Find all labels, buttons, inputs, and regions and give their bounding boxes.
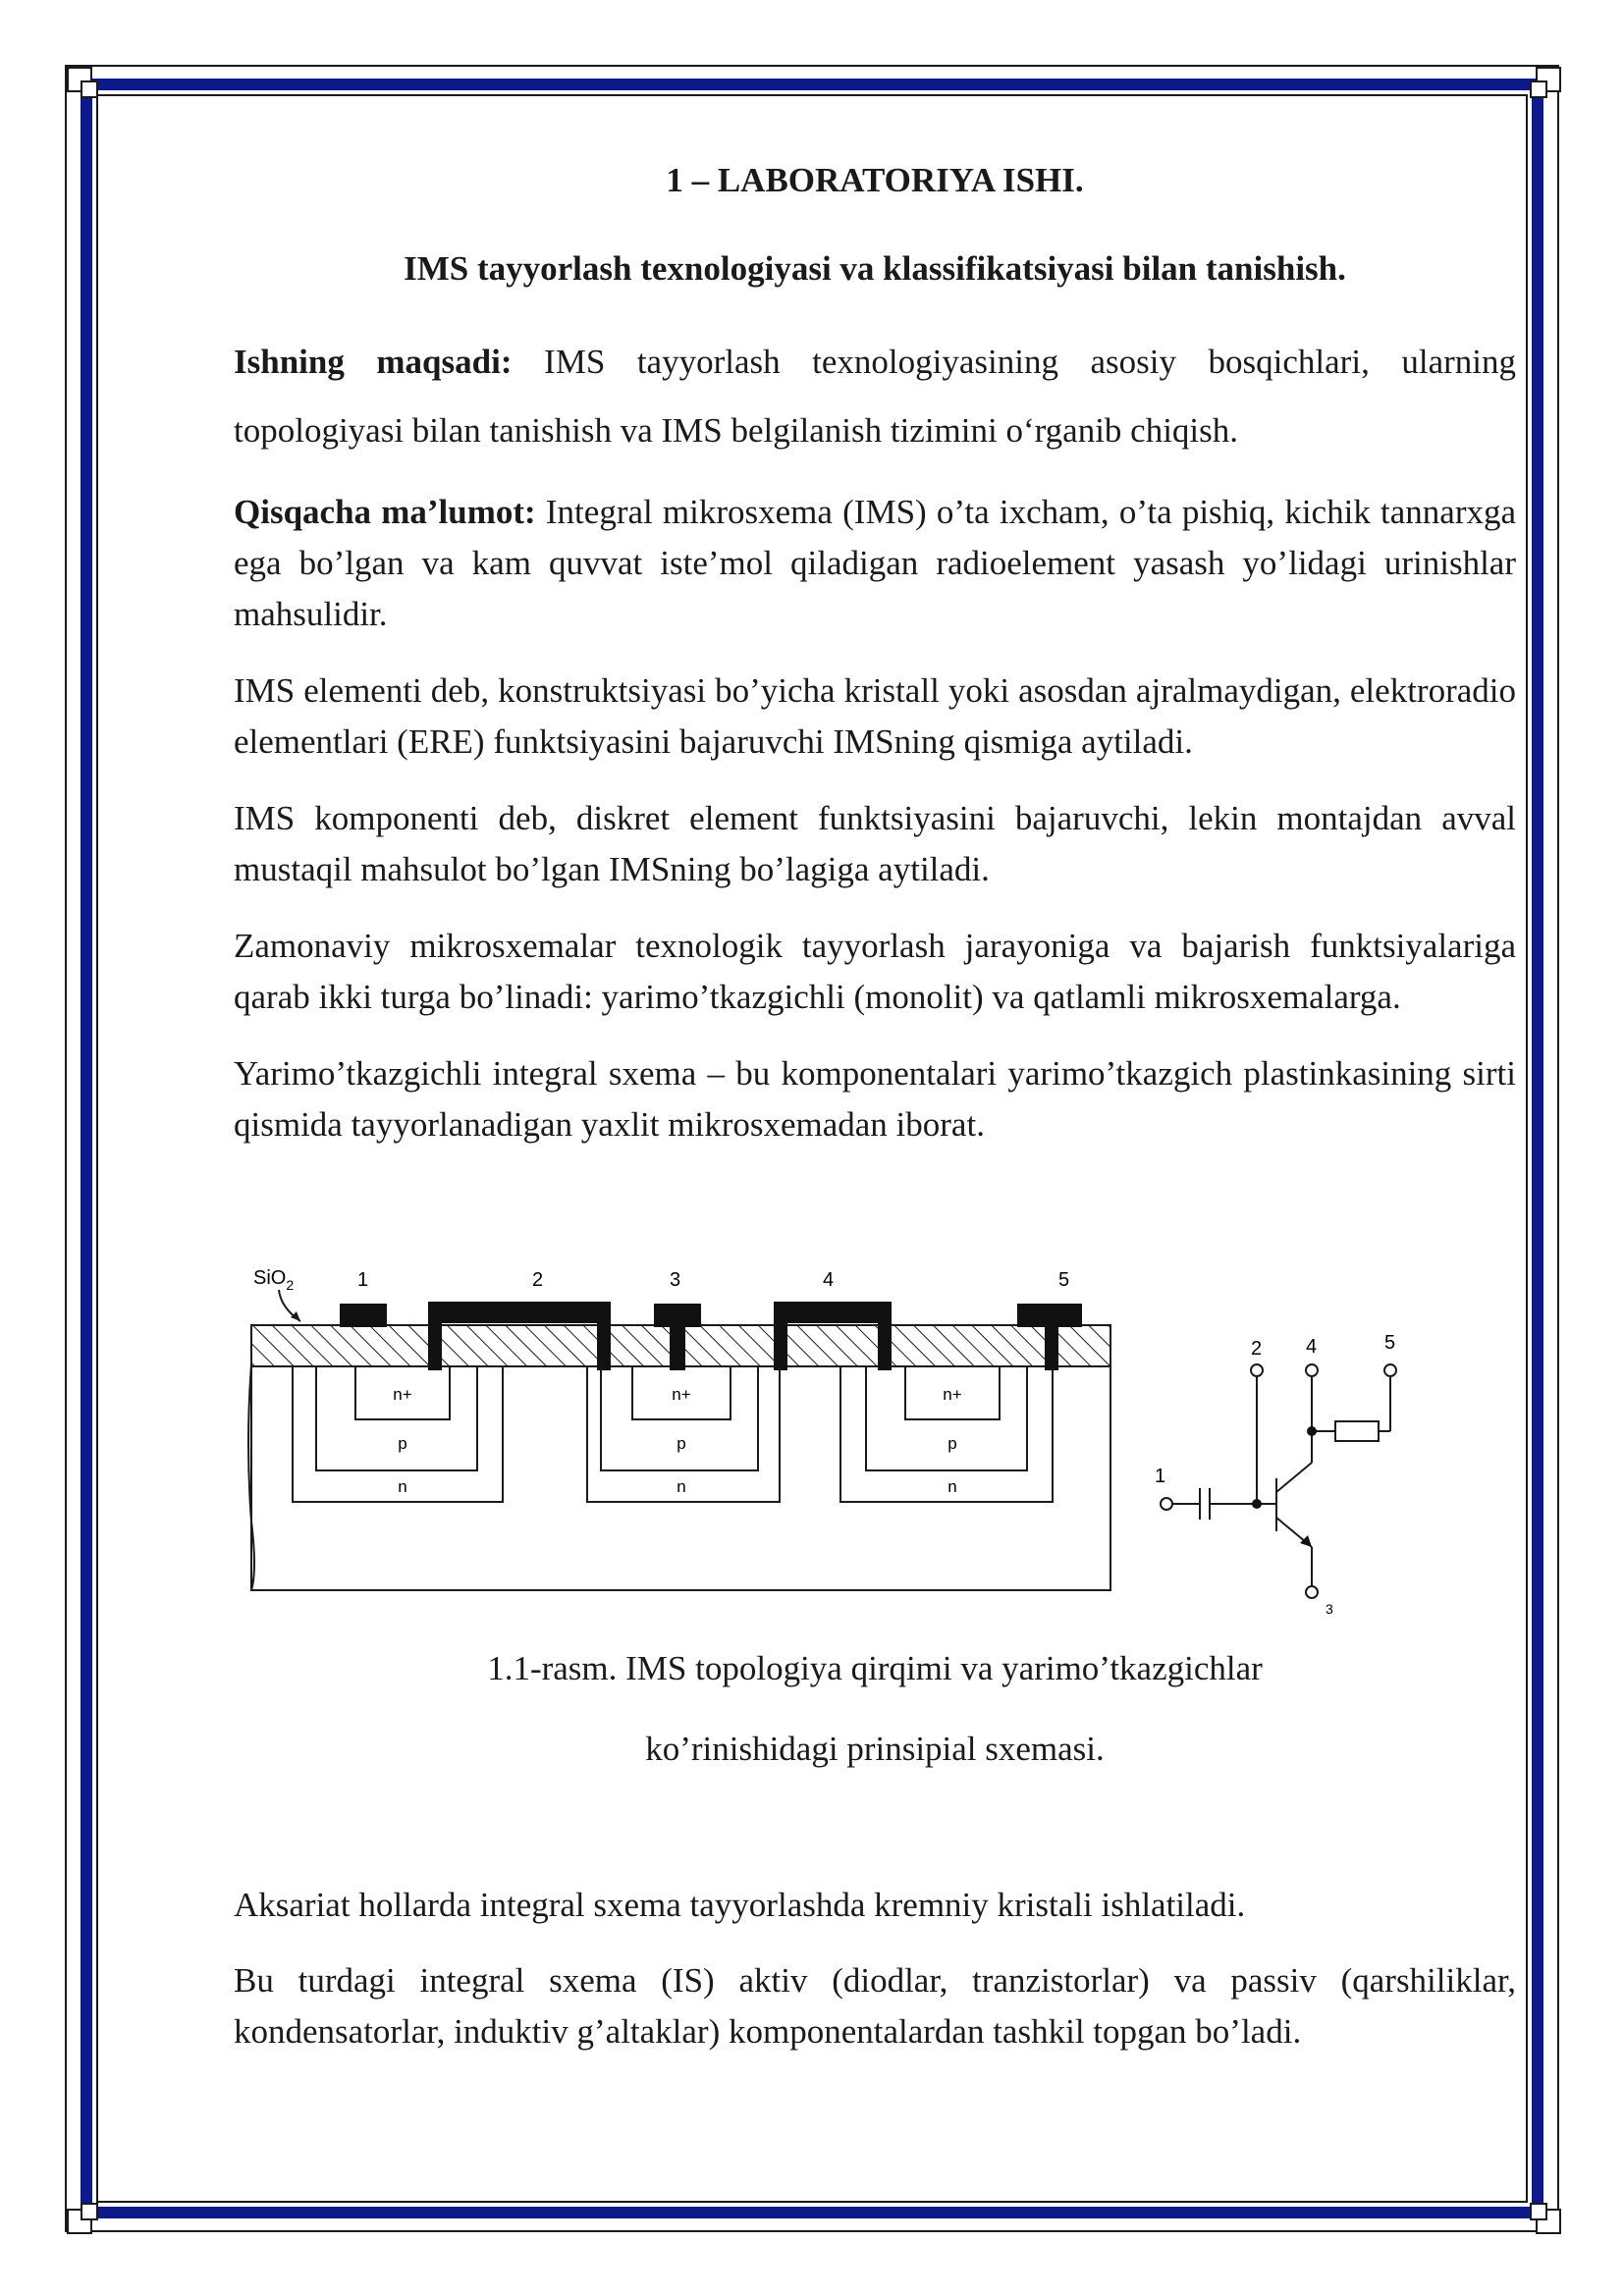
region-label-n-plus: n+ [943,1385,962,1404]
frame-corner-ornament [61,2199,98,2236]
sio2-label: SiO$_2$ [253,1267,295,1293]
paragraph: Zamonaviy mikrosxemalar texnologik tayyorlash jarayoniga va bajarish funktsiyalariga qarab ikki turga bo’linadi: yarimo’tkazgichli (monolit) va qatlamli mikrosxemalarga. [234,927,1516,1016]
goal-text: IMS tayyorlash texnologiyasining asosiy bosqichlari, ularning topologiyasi bilan tanishish va IMS belgilanish tizimini o‘rganib chiqish. [234,343,1516,450]
region-label-p: p [677,1434,686,1453]
contact-label: 2 [532,1269,544,1291]
ims-topology-figure [232,1247,1439,1620]
schematic-terminal-label: 4 [1306,1336,1318,1358]
document-subtitle: IMS tayyorlash texnologiyasi va klassifikatsiyasi bilan tanishish. [404,249,1346,288]
schematic-terminal-label: 2 [1251,1338,1263,1360]
paragraph: IMS komponenti deb, diskret element funktsiyasini bajaruvchi, lekin montajdan avval mustaqil mahsulot bo’lgan IMSning bo’lagiga aytiladi. [234,799,1516,888]
paragraph: IMS elementi deb, konstruktsiyasi bo’yicha kristall yoki asosdan ajralmaydigan, elektroradio elementlari (ERE) funktsiyasini bajaruvchi IMSning qismiga aytiladi. [234,671,1516,761]
document-body [234,147,1516,1150]
schematic-emitter-label: 3 [1326,1601,1333,1617]
summary-text: Integral mikrosxema (IMS) o’ta ixcham, o’ta pishiq, kichik tannarxga ega bo’lgan va kam quvvat iste’mol qiladigan radioelement yasash yo’lidagi urinishlar mahsulidir. [234,493,1517,633]
frame-corner-ornament [1526,2199,1563,2236]
region-label-p: p [947,1434,957,1453]
transistor-schematic [1161,1364,1396,1598]
paragraph: Aksariat hollarda integral sxema tayyorlashda kremniy kristali ishlatiladi. [234,1886,1246,1924]
sio2-arrowhead [291,1311,300,1321]
contact-label: 1 [357,1269,369,1291]
summary-paragraph [234,487,1516,640]
frame-corner-ornament [1526,61,1563,98]
figure-caption-line1: 1.1-rasm. IMS topologiya qirqimi va yarimo’tkazgichlar [487,1649,1263,1687]
figure-caption-line2: ko’rinishidagi prinsipial sxemasi. [645,1730,1105,1768]
paragraph: Bu turdagi integral sxema (IS) aktiv (diodlar, tranzistorlar) va passiv (qarshiliklar, kondensatorlar, induktiv g’altaklar) komponentalardan tashkil topgan bo’ladi. [234,1961,1516,2051]
summary-label: Qisqacha ma’lumot: [234,493,536,531]
region-label-n: n [398,1477,407,1496]
contact-label: 4 [823,1269,835,1291]
region-label-n: n [947,1477,957,1496]
frame-corner-ornament [61,61,98,98]
document-title: 1 – LABORATORIYA ISHI. [666,161,1084,199]
emitter-arrow [1300,1535,1312,1547]
junction-dot [1252,1499,1262,1509]
contact-label: 3 [670,1269,681,1291]
junction-dot [1307,1426,1317,1436]
goal-paragraph [234,328,1516,465]
paragraph: Yarimo’tkazgichli integral sxema – bu komponentalari yarimo’tkazgich plastinkasining sirti qismida tayyorlanadigan yaxlit mikrosxemadan iborat. [234,1054,1516,1144]
schematic-terminal-label: 1 [1155,1466,1166,1487]
goal-label: Ishning maqsadi: [234,343,513,381]
contact-label: 5 [1058,1269,1070,1291]
region-label-n-plus: n+ [672,1385,691,1404]
region-label-n-plus: n+ [393,1385,412,1404]
schematic-terminal-label: 5 [1384,1332,1396,1354]
region-label-n: n [677,1477,686,1496]
region-label-p: p [398,1434,407,1453]
